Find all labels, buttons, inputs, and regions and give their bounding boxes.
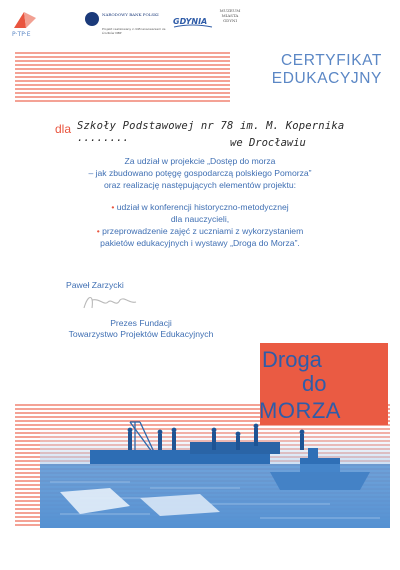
promo-line-1: Droga xyxy=(262,347,322,372)
bullet-dot: • xyxy=(111,202,115,212)
title-line-2: EDUKACYJNY xyxy=(271,70,382,87)
bullet-item: • przeprowadzenie zajęć z uczniami z wykorzystaniem xyxy=(96,226,304,236)
bullet-item-continued: pakietów edukacyjnych i wystawy „Droga do Morza”. xyxy=(100,238,300,248)
svg-text:P·TP·E: P·TP·E xyxy=(12,31,31,38)
bullet-list xyxy=(20,201,380,249)
bullet-item-continued: dla nauczycieli, xyxy=(170,214,230,224)
bullet-item: • udział w konferencji historyczno-metodycznej xyxy=(111,202,289,212)
recipient-city: we Drocławiu xyxy=(230,137,306,149)
top-stripes xyxy=(15,50,230,105)
nbp-logo: NARODOWY BANK POLSKI Projekt realizowany z dofinansowaniem ze środków NBP xyxy=(85,10,165,40)
svg-text:GDYNIA: GDYNIA xyxy=(173,17,208,26)
handwritten-signature xyxy=(80,290,140,316)
certificate-body xyxy=(20,155,380,249)
certificate-title xyxy=(232,52,382,88)
body-line-2: – jak zbudowano potęgę gospodarczą polskiego Pomorza” xyxy=(88,168,312,178)
muzeum-logo: MUZEUM MIASTA GDYNI xyxy=(219,8,241,23)
promo-line-3: MORZA xyxy=(259,398,341,423)
body-line-3: oraz realizację następujących elementów projektu: xyxy=(103,180,297,190)
recipient-school: Szkoły Podstawowej nr 78 im. M. Kopernika ........ xyxy=(77,120,345,144)
promo-line-2: do xyxy=(302,371,327,396)
bullet-dot: • xyxy=(96,226,100,236)
signatory-name: Paweł Zarzycki xyxy=(66,280,124,290)
ptpe-logo xyxy=(10,8,46,38)
gdynia-logo xyxy=(172,12,214,32)
body-line-1: Za udział w projekcie „Dostęp do morza xyxy=(124,156,276,166)
title-line-1: CERTYFIKAT xyxy=(280,52,382,69)
signatory-title: Prezes Fundacji Towarzystwo Projektów Edukacyjnych xyxy=(68,318,214,339)
dla-label: dla xyxy=(55,122,72,136)
recipient-line xyxy=(55,120,375,160)
logo-strip xyxy=(10,6,390,42)
